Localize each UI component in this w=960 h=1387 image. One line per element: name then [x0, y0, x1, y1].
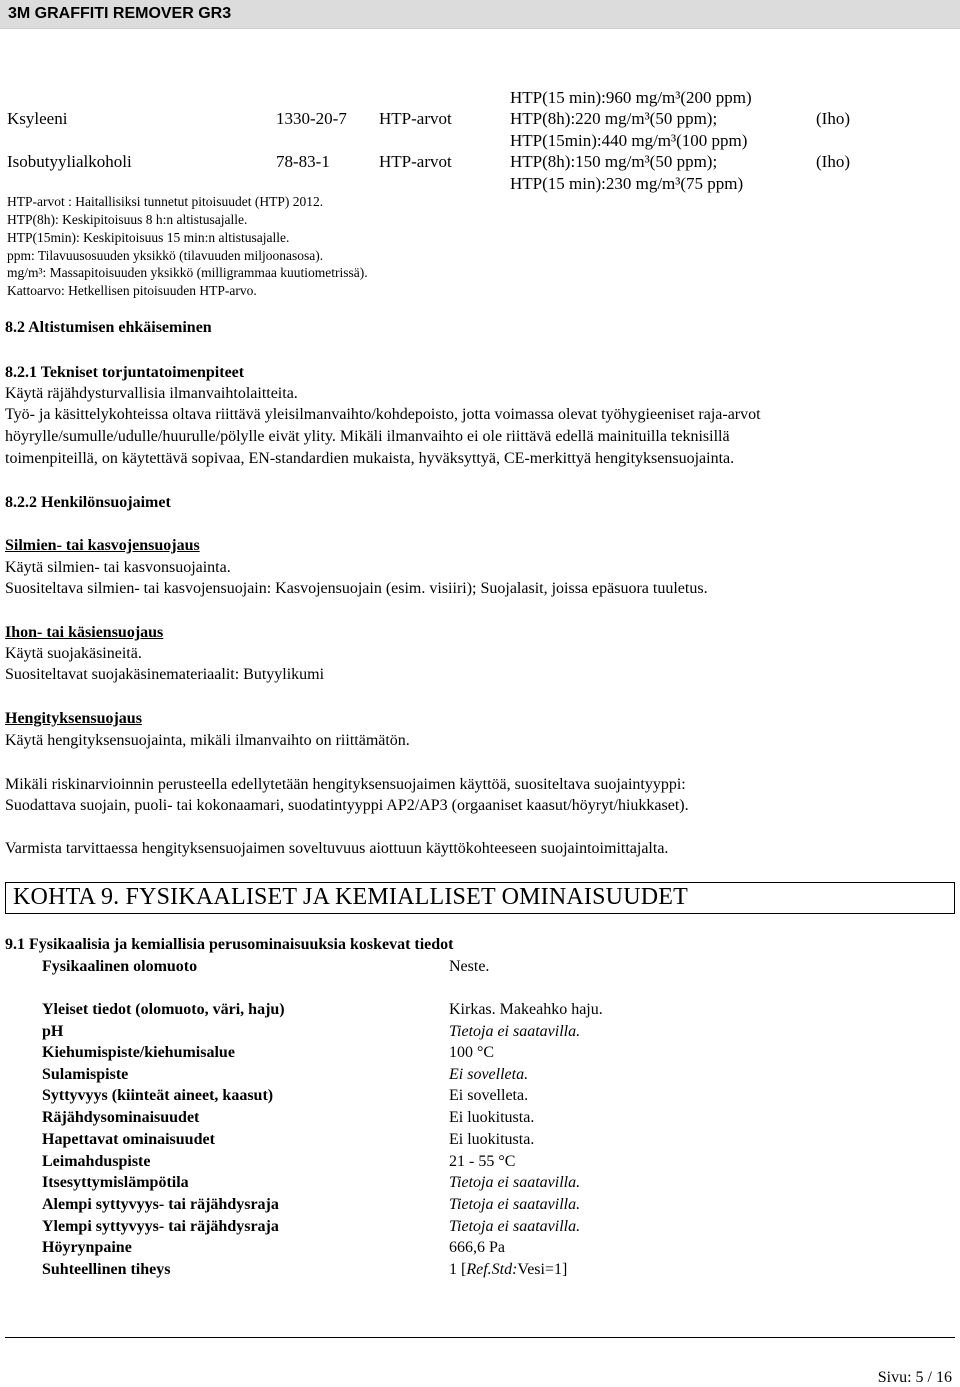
property-label: Ylempi syttyvyys- tai räjähdysraja — [42, 1218, 279, 1235]
paragraph-line: Varmista tarvittaessa hengityksensuojaimen soveltuvuus aiottuun käyttökohteeseen suojaintoimittajalta. — [5, 840, 669, 857]
property-value: Ei sovelleta. — [449, 1066, 529, 1083]
limit-value: HTP(15 min):230 mg/m³(75 ppm) — [510, 174, 744, 193]
property-value: 666,6 Pa — [449, 1239, 505, 1256]
property-value: Ei sovelleta. — [449, 1087, 529, 1104]
paragraph-line: Käytä silmien- tai kasvonsuojainta. — [5, 559, 231, 576]
cas-number: 78-83-1 — [276, 152, 330, 171]
physical-state-value: Neste. — [449, 958, 490, 975]
property-value: Ei luokitusta. — [449, 1109, 535, 1126]
limit-type: HTP-arvot — [379, 109, 452, 128]
footnote: Kattoarvo: Hetkellisen pitoisuuden HTP-arvo. — [7, 283, 257, 298]
eye-protection-heading: Silmien- tai kasvojensuojaus — [5, 537, 200, 554]
property-value: Ei luokitusta. — [449, 1131, 535, 1148]
paragraph-line: toimenpiteillä, on käytettävä sopivaa, EN-standardien mukaista, hyväksyttyä, CE-merkittyä hengityksensuojainta. — [5, 450, 735, 467]
density-value-part: Vesi=1] — [517, 1261, 568, 1278]
document-header — [0, 0, 960, 29]
page-label: Sivu: — [877, 1369, 912, 1386]
total-pages: 16 — [936, 1369, 952, 1386]
property-label: Yleiset tiedot (olomuoto, väri, haju) — [42, 1001, 285, 1018]
property-value: Tietoja ei saatavilla. — [449, 1196, 581, 1213]
page-separator: / — [927, 1369, 932, 1386]
relative-density-value — [449, 1261, 567, 1279]
property-label: Syttyvyys (kiinteät aineet, kaasut) — [42, 1087, 274, 1104]
property-label: Hapettavat ominaisuudet — [42, 1131, 215, 1148]
section-heading: 8.2 Altistumisen ehkäiseminen — [5, 319, 212, 336]
paragraph-line: Käytä räjähdysturvallisia ilmanvaihtolaitteita. — [5, 385, 298, 402]
limit-note: (Iho) — [816, 109, 850, 128]
footnote: mg/m³: Massapitoisuuden yksikkö (milligrammaa kuutiometrissä). — [7, 265, 368, 280]
limit-type: HTP-arvot — [379, 152, 452, 171]
property-value: Tietoja ei saatavilla. — [449, 1174, 581, 1191]
footer-divider — [5, 1337, 955, 1338]
footnote: HTP-arvot : Haitallisiksi tunnetut pitoisuudet (HTP) 2012. — [7, 194, 324, 209]
property-value: Tietoja ei saatavilla. — [449, 1218, 581, 1235]
section-9-title-box — [5, 882, 955, 914]
subsection-heading: 9.1 Fysikaalisia ja kemiallisia perusominaisuuksia koskevat tiedot — [5, 936, 454, 953]
document-title: 3M GRAFFITI REMOVER GR3 — [8, 5, 232, 22]
current-page: 5 — [915, 1369, 924, 1386]
property-label: Höyrynpaine — [42, 1239, 132, 1256]
property-label: Räjähdysominaisuudet — [42, 1109, 200, 1126]
limit-value: HTP(15 min):960 mg/m³(200 ppm) — [510, 88, 752, 107]
limit-value: HTP(8h):150 mg/m³(50 ppm); — [510, 152, 718, 171]
property-value: 100 °C — [449, 1044, 495, 1061]
property-value: Tietoja ei saatavilla. — [449, 1023, 581, 1040]
property-label: Leimahduspiste — [42, 1153, 151, 1170]
paragraph-line: Suositeltava silmien- tai kasvojensuojain: Kasvojensuojain (esim. visiiri); Suojalasit, joissa epäsuora tuuletus. — [5, 580, 708, 597]
paragraph-line: höyrylle/sumulle/udulle/huurulle/pölylle eivät ylity. Mikäli ilmanvaihto ei ole riittävä edellä mainituilla teknisillä — [5, 428, 730, 445]
paragraph-line: Käytä hengityksensuojainta, mikäli ilmanvaihto on riittämätön. — [5, 732, 410, 749]
property-label: Alempi syttyvyys- tai räjähdysraja — [42, 1196, 279, 1213]
page-number — [878, 1369, 952, 1387]
subsection-heading: 8.2.2 Henkilönsuojaimet — [5, 494, 171, 511]
paragraph-line: Suositeltavat suojakäsinemateriaalit: Butyylikumi — [5, 666, 325, 683]
density-reference: Ref.Std: — [466, 1261, 518, 1278]
property-label: Kiehumispiste/kiehumisalue — [42, 1044, 235, 1061]
substance-name: Ksyleeni — [7, 109, 68, 128]
limit-note: (Iho) — [816, 152, 850, 171]
property-label: Suhteellinen tiheys — [42, 1261, 171, 1278]
paragraph-line: Työ- ja käsittelykohteissa oltava riittävä yleisilmanvaihto/kohdepoisto, jotta voimassa olevat työhygieeniset raja-arvot — [5, 406, 761, 423]
physical-state-label: Fysikaalinen olomuoto — [42, 958, 198, 975]
property-label: Itsesyttymislämpötila — [42, 1174, 189, 1191]
section-9-title: KOHTA 9. FYSIKAALISET JA KEMIALLISET OMINAISUUDET — [13, 884, 688, 910]
property-label: pH — [42, 1023, 64, 1040]
footnote: HTP(8h): Keskipitoisuus 8 h:n altistusajalle. — [7, 212, 248, 227]
property-value: Kirkas. Makeahko haju. — [449, 1001, 603, 1018]
paragraph-line: Käytä suojakäsineitä. — [5, 645, 142, 662]
skin-protection-heading: Ihon- tai käsiensuojaus — [5, 624, 164, 641]
property-label: Sulamispiste — [42, 1066, 129, 1083]
density-value-part: 1 [ — [449, 1261, 467, 1278]
footnote: HTP(15min): Keskipitoisuus 15 min:n altistusajalle. — [7, 230, 290, 245]
paragraph-line: Suodattava suojain, puoli- tai kokonaamari, suodatintyyppi AP2/AP3 (orgaaniset kaasut/höyryt/hiukkaset). — [5, 797, 689, 814]
paragraph-line: Mikäli riskinarvioinnin perusteella edellytetään hengityksensuojaimen käyttöä, suositeltava suojaintyyppi: — [5, 776, 686, 793]
substance-name: Isobutyylialkoholi — [7, 152, 132, 171]
respiratory-protection-heading: Hengityksensuojaus — [5, 710, 142, 727]
property-value: 21 - 55 °C — [449, 1153, 516, 1170]
subsection-heading: 8.2.1 Tekniset torjuntatoimenpiteet — [5, 364, 245, 381]
footnote: ppm: Tilavuusosuuden yksikkö (tilavuuden miljoonasosa). — [7, 248, 324, 263]
cas-number: 1330-20-7 — [276, 109, 347, 128]
limit-value: HTP(15min):440 mg/m³(100 ppm) — [510, 131, 748, 150]
limit-value: HTP(8h):220 mg/m³(50 ppm); — [510, 109, 718, 128]
